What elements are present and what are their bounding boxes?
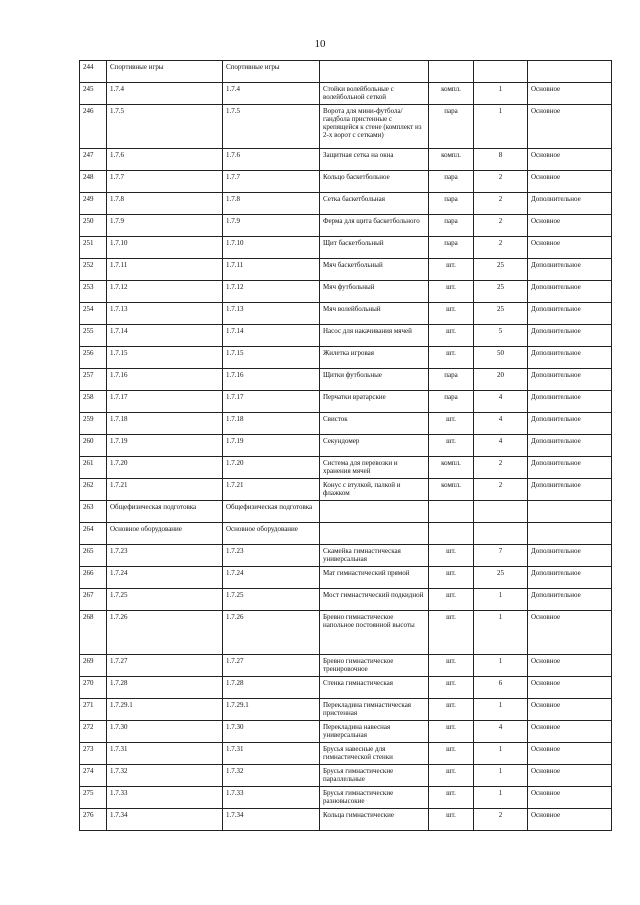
- item-code: 1.7.23: [107, 545, 223, 567]
- equipment-type: Дополнительное: [528, 589, 612, 611]
- item-name: Конус с втулкой, палкой и флажком: [320, 479, 429, 501]
- row-number: 265: [80, 545, 107, 567]
- item-code-alt: 1.7.18: [223, 413, 320, 435]
- item-code-alt: 1.7.7: [223, 171, 320, 193]
- item-code: 1.7.6: [107, 149, 223, 171]
- item-code: 1.7.28: [107, 677, 223, 699]
- item-code-alt: 1.7.27: [223, 655, 320, 677]
- item-code-alt: 1.7.19: [223, 435, 320, 457]
- unit: компл.: [429, 149, 474, 171]
- equipment-type: Основное: [528, 743, 612, 765]
- equipment-type: Основное: [528, 149, 612, 171]
- item-code-alt: 1.7.21: [223, 479, 320, 501]
- equipment-type: Дополнительное: [528, 281, 612, 303]
- item-code-alt: 1.7.20: [223, 457, 320, 479]
- equipment-type: Основное: [528, 699, 612, 721]
- item-name: Бревно гимнастическое тренировочное: [320, 655, 429, 677]
- item-code-alt: 1.7.28: [223, 677, 320, 699]
- row-number: 244: [80, 61, 107, 83]
- unit: шт.: [429, 259, 474, 281]
- row-number: 260: [80, 435, 107, 457]
- table-row: [80, 325, 612, 347]
- table-row: [80, 413, 612, 435]
- unit: шт.: [429, 545, 474, 567]
- table-row: [80, 501, 612, 523]
- unit: шт.: [429, 765, 474, 787]
- unit: шт.: [429, 677, 474, 699]
- equipment-type: Основное: [528, 611, 612, 655]
- row-number: 272: [80, 721, 107, 743]
- item-code: 1.7.7: [107, 171, 223, 193]
- item-code-alt: 1.7.5: [223, 105, 320, 149]
- unit: пара: [429, 193, 474, 215]
- item-code-alt: 1.7.29.1: [223, 699, 320, 721]
- unit: шт.: [429, 413, 474, 435]
- equipment-type: Дополнительное: [528, 347, 612, 369]
- table-row: [80, 435, 612, 457]
- table-row: [80, 171, 612, 193]
- item-code: 1.7.32: [107, 765, 223, 787]
- quantity: 1: [474, 83, 528, 105]
- item-code-alt: 1.7.6: [223, 149, 320, 171]
- equipment-table: [79, 60, 612, 831]
- unit: шт.: [429, 435, 474, 457]
- row-number: 253: [80, 281, 107, 303]
- row-number: 248: [80, 171, 107, 193]
- unit: пара: [429, 215, 474, 237]
- item-code: 1.7.9: [107, 215, 223, 237]
- item-code-alt: 1.7.11: [223, 259, 320, 281]
- equipment-type: Основное: [528, 215, 612, 237]
- row-number: 259: [80, 413, 107, 435]
- item-code: 1.7.12: [107, 281, 223, 303]
- quantity: 1: [474, 787, 528, 809]
- unit: шт.: [429, 567, 474, 589]
- item-code-alt: 1.7.10: [223, 237, 320, 259]
- page-number: 10: [314, 38, 326, 50]
- item-name: Жилетка игровая: [320, 347, 429, 369]
- quantity: [474, 501, 528, 523]
- item-code-alt: 1.7.14: [223, 325, 320, 347]
- equipment-type: Основное: [528, 721, 612, 743]
- quantity: 2: [474, 193, 528, 215]
- item-name: Перекладина гимнастическая пристенная: [320, 699, 429, 721]
- item-name: Ворота для мини-футбола/гандбола пристенные с крепящейся к стене (комплект из 2-х ворот с сетками): [320, 105, 429, 149]
- row-number: 245: [80, 83, 107, 105]
- table-row: [80, 787, 612, 809]
- item-name: Скамейка гимнастическая универсальная: [320, 545, 429, 567]
- quantity: 1: [474, 105, 528, 149]
- table-row: [80, 699, 612, 721]
- equipment-type: Дополнительное: [528, 259, 612, 281]
- quantity: 2: [474, 215, 528, 237]
- item-code: 1.7.24: [107, 567, 223, 589]
- item-name: Система для перевозки и хранения мячей: [320, 457, 429, 479]
- quantity: [474, 61, 528, 83]
- equipment-type: Основное: [528, 787, 612, 809]
- table-row: [80, 193, 612, 215]
- row-number: 266: [80, 567, 107, 589]
- quantity: 4: [474, 413, 528, 435]
- item-name: Мяч волейбольный: [320, 303, 429, 325]
- item-code-alt: 1.7.30: [223, 721, 320, 743]
- item-code: 1.7.8: [107, 193, 223, 215]
- item-name: Ферма для щита баскетбольного: [320, 215, 429, 237]
- item-code: Основное оборудование: [107, 523, 223, 545]
- unit: компл.: [429, 457, 474, 479]
- item-code: 1.7.27: [107, 655, 223, 677]
- row-number: 246: [80, 105, 107, 149]
- item-name: Защитная сетка на окна: [320, 149, 429, 171]
- table-row: [80, 743, 612, 765]
- row-number: 273: [80, 743, 107, 765]
- equipment-type: [528, 523, 612, 545]
- item-code: 1.7.30: [107, 721, 223, 743]
- table-row: [80, 545, 612, 567]
- table-row: [80, 215, 612, 237]
- item-code-alt: Основное оборудование: [223, 523, 320, 545]
- equipment-type: Дополнительное: [528, 457, 612, 479]
- equipment-type: Дополнительное: [528, 391, 612, 413]
- table-row: [80, 567, 612, 589]
- table-row: [80, 809, 612, 831]
- unit: шт.: [429, 325, 474, 347]
- equipment-type: Основное: [528, 655, 612, 677]
- item-name: Мяч футбольный: [320, 281, 429, 303]
- item-name: Кольца гимнастические: [320, 809, 429, 831]
- row-number: 247: [80, 149, 107, 171]
- unit: шт.: [429, 743, 474, 765]
- item-code: 1.7.18: [107, 413, 223, 435]
- quantity: 8: [474, 149, 528, 171]
- row-number: 267: [80, 589, 107, 611]
- quantity: 2: [474, 171, 528, 193]
- item-code-alt: 1.7.15: [223, 347, 320, 369]
- item-code: 1.7.15: [107, 347, 223, 369]
- item-code: Общефизическая подготовка: [107, 501, 223, 523]
- item-code-alt: 1.7.8: [223, 193, 320, 215]
- row-number: 269: [80, 655, 107, 677]
- quantity: 20: [474, 369, 528, 391]
- quantity: 7: [474, 545, 528, 567]
- item-code-alt: 1.7.25: [223, 589, 320, 611]
- table-row: [80, 589, 612, 611]
- row-number: 261: [80, 457, 107, 479]
- item-code-alt: 1.7.9: [223, 215, 320, 237]
- quantity: 1: [474, 611, 528, 655]
- item-code: 1.7.5: [107, 105, 223, 149]
- item-name: Секундомер: [320, 435, 429, 457]
- item-code: 1.7.29.1: [107, 699, 223, 721]
- item-code: 1.7.34: [107, 809, 223, 831]
- unit: компл.: [429, 479, 474, 501]
- item-code-alt: 1.7.26: [223, 611, 320, 655]
- row-number: 249: [80, 193, 107, 215]
- unit: пара: [429, 237, 474, 259]
- quantity: 2: [474, 237, 528, 259]
- quantity: 6: [474, 677, 528, 699]
- item-name: Щитки футбольные: [320, 369, 429, 391]
- row-number: 268: [80, 611, 107, 655]
- item-name: Свисток: [320, 413, 429, 435]
- item-name: Брусья гимнастические разновысокие: [320, 787, 429, 809]
- row-number: 262: [80, 479, 107, 501]
- unit: шт.: [429, 281, 474, 303]
- unit: шт.: [429, 809, 474, 831]
- equipment-type: Основное: [528, 809, 612, 831]
- item-code-alt: 1.7.24: [223, 567, 320, 589]
- unit: шт.: [429, 347, 474, 369]
- item-name: Мяч баскетбольный: [320, 259, 429, 281]
- item-code-alt: 1.7.23: [223, 545, 320, 567]
- unit: шт.: [429, 655, 474, 677]
- quantity: 50: [474, 347, 528, 369]
- table-row: [80, 457, 612, 479]
- equipment-type: Дополнительное: [528, 435, 612, 457]
- quantity: 1: [474, 765, 528, 787]
- quantity: 1: [474, 699, 528, 721]
- unit: шт.: [429, 611, 474, 655]
- table-row: [80, 149, 612, 171]
- table-row: [80, 765, 612, 787]
- quantity: 5: [474, 325, 528, 347]
- row-number: 270: [80, 677, 107, 699]
- item-code: 1.7.14: [107, 325, 223, 347]
- equipment-type: Основное: [528, 171, 612, 193]
- table-row: [80, 105, 612, 149]
- table-row: [80, 391, 612, 413]
- unit: пара: [429, 171, 474, 193]
- equipment-type: Дополнительное: [528, 567, 612, 589]
- item-name: Насос для накачивания мячей: [320, 325, 429, 347]
- equipment-type: [528, 501, 612, 523]
- row-number: 251: [80, 237, 107, 259]
- item-code: 1.7.10: [107, 237, 223, 259]
- equipment-type: Основное: [528, 765, 612, 787]
- row-number: 264: [80, 523, 107, 545]
- item-code: 1.7.26: [107, 611, 223, 655]
- item-code-alt: 1.7.17: [223, 391, 320, 413]
- row-number: 254: [80, 303, 107, 325]
- item-code: 1.7.33: [107, 787, 223, 809]
- item-name: Стенка гимнастическая: [320, 677, 429, 699]
- item-name: Щит баскетбольный: [320, 237, 429, 259]
- equipment-type: Основное: [528, 105, 612, 149]
- item-code-alt: 1.7.16: [223, 369, 320, 391]
- table-row: [80, 479, 612, 501]
- item-code-alt: 1.7.13: [223, 303, 320, 325]
- row-number: 258: [80, 391, 107, 413]
- item-code: 1.7.19: [107, 435, 223, 457]
- table-row: [80, 677, 612, 699]
- item-code: 1.7.4: [107, 83, 223, 105]
- table-row: [80, 259, 612, 281]
- equipment-type: Основное: [528, 677, 612, 699]
- item-name: Брусья навесные для гимнастической стенки: [320, 743, 429, 765]
- item-code: 1.7.13: [107, 303, 223, 325]
- equipment-type: Дополнительное: [528, 369, 612, 391]
- equipment-type: Основное: [528, 83, 612, 105]
- row-number: 275: [80, 787, 107, 809]
- item-code-alt: Общефизическая подготовка: [223, 501, 320, 523]
- item-code: 1.7.11: [107, 259, 223, 281]
- table-row: [80, 347, 612, 369]
- item-code: 1.7.17: [107, 391, 223, 413]
- row-number: 256: [80, 347, 107, 369]
- item-code: 1.7.20: [107, 457, 223, 479]
- quantity: 25: [474, 303, 528, 325]
- item-name: [320, 501, 429, 523]
- table-row: [80, 83, 612, 105]
- item-name: [320, 523, 429, 545]
- item-code: Спортивные игры: [107, 61, 223, 83]
- unit: компл.: [429, 83, 474, 105]
- table-row: [80, 61, 612, 83]
- table-row: [80, 655, 612, 677]
- equipment-type: Основное: [528, 237, 612, 259]
- unit: пара: [429, 369, 474, 391]
- unit: шт.: [429, 787, 474, 809]
- quantity: 4: [474, 435, 528, 457]
- equipment-type: Дополнительное: [528, 545, 612, 567]
- unit: шт.: [429, 721, 474, 743]
- row-number: 252: [80, 259, 107, 281]
- quantity: 1: [474, 589, 528, 611]
- item-code-alt: 1.7.32: [223, 765, 320, 787]
- quantity: 1: [474, 655, 528, 677]
- equipment-type: Дополнительное: [528, 479, 612, 501]
- item-name: Мат гимнастический прямой: [320, 567, 429, 589]
- quantity: 25: [474, 567, 528, 589]
- quantity: 25: [474, 259, 528, 281]
- item-name: Брусья гимнастические параллельные: [320, 765, 429, 787]
- item-name: [320, 61, 429, 83]
- item-code-alt: 1.7.12: [223, 281, 320, 303]
- quantity: 4: [474, 391, 528, 413]
- table-row: [80, 303, 612, 325]
- unit: пара: [429, 105, 474, 149]
- unit: [429, 61, 474, 83]
- item-code-alt: 1.7.34: [223, 809, 320, 831]
- item-name: Перчатки вратарские: [320, 391, 429, 413]
- quantity: 4: [474, 721, 528, 743]
- equipment-type: Дополнительное: [528, 193, 612, 215]
- quantity: 1: [474, 743, 528, 765]
- item-code: 1.7.25: [107, 589, 223, 611]
- table-row: [80, 611, 612, 655]
- equipment-type: Дополнительное: [528, 413, 612, 435]
- row-number: 274: [80, 765, 107, 787]
- quantity: 25: [474, 281, 528, 303]
- quantity: 2: [474, 457, 528, 479]
- row-number: 250: [80, 215, 107, 237]
- table-row: [80, 369, 612, 391]
- unit: [429, 523, 474, 545]
- item-code: 1.7.31: [107, 743, 223, 765]
- item-code-alt: 1.7.33: [223, 787, 320, 809]
- unit: шт.: [429, 699, 474, 721]
- item-name: Перекладина навесная универсальная: [320, 721, 429, 743]
- item-code: 1.7.16: [107, 369, 223, 391]
- quantity: 2: [474, 479, 528, 501]
- quantity: 2: [474, 809, 528, 831]
- item-code-alt: Спортивные игры: [223, 61, 320, 83]
- unit: шт.: [429, 303, 474, 325]
- row-number: 271: [80, 699, 107, 721]
- table-row: [80, 237, 612, 259]
- table-row: [80, 721, 612, 743]
- item-name: Кольцо баскетбольное: [320, 171, 429, 193]
- row-number: 257: [80, 369, 107, 391]
- row-number: 263: [80, 501, 107, 523]
- item-code-alt: 1.7.31: [223, 743, 320, 765]
- item-name: Мост гимнастический подкидной: [320, 589, 429, 611]
- quantity: [474, 523, 528, 545]
- equipment-type: [528, 61, 612, 83]
- item-name: Стойки волейбольные с волейбольной сеткой: [320, 83, 429, 105]
- item-code: 1.7.21: [107, 479, 223, 501]
- table-row: [80, 281, 612, 303]
- row-number: 276: [80, 809, 107, 831]
- unit: [429, 501, 474, 523]
- table-row: [80, 523, 612, 545]
- unit: пара: [429, 391, 474, 413]
- equipment-type: Дополнительное: [528, 303, 612, 325]
- item-name: Сетка баскетбольная: [320, 193, 429, 215]
- item-code-alt: 1.7.4: [223, 83, 320, 105]
- equipment-type: Дополнительное: [528, 325, 612, 347]
- row-number: 255: [80, 325, 107, 347]
- item-name: Бревно гимнастическое напольное постоянной высоты: [320, 611, 429, 655]
- unit: шт.: [429, 589, 474, 611]
